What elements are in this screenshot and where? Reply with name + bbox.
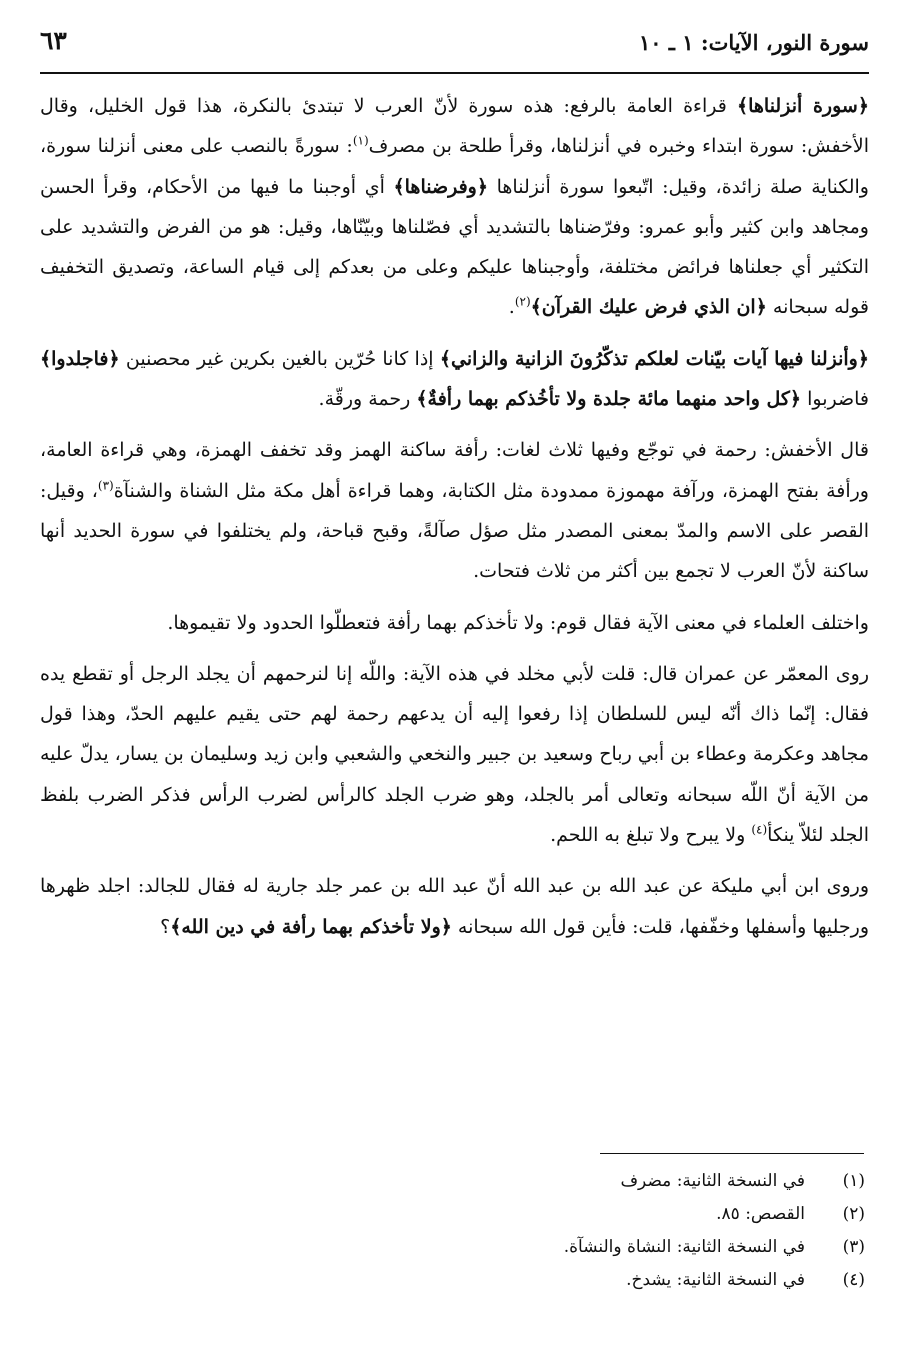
quran-quote: ﴿ان الذي فرض عليك القرآن﴾ [530,296,767,319]
header-title: سورة النور، الآيات: ١ ـ ١٠ [638,30,869,55]
footnote-text: في النسخة الثانية: النشاة والنشآة. [563,1237,805,1257]
footnote-ref: (٤) [751,822,768,837]
footnotes [40,1165,865,1297]
footnote-number: (١) [842,1171,865,1191]
running-header [40,26,869,74]
text-run: فاضربوا [801,388,869,411]
quran-quote: ﴿ولا تأخذكم بهما رأفة في دين الله﴾ [170,915,452,938]
text-run: ولا يبرح ولا تبلغ به اللحم. [550,824,752,847]
text-run: ، وقيل: القصر على الاسم والمدّ بمعنى المصدر مثل صؤل صآلةً، وقبح قباحة، ولم يختلفوا في سورة الحديد أنها ساكنة لأنّ العرب لا تجمع بين أكثر من ثلاث فتحات. [40,479,869,583]
text-run: : سورةً بالنصب على معنى أنزلنا سورة، والكناية صلة زائدة، وقيل: اتّبعوا سورة أنزلناها [40,135,869,198]
paragraph [40,339,869,420]
paragraph [40,866,869,947]
footnote-number: (٤) [842,1270,865,1290]
footnote-ref: (١) [352,133,369,148]
text-run: قال الأخفش: رحمة في توجّع وفيها ثلاث لغات: رأفة ساكنة الهمز وقد تخفف الهمزة، وهي قراءة العامة، ورأفة بفتح الهمزة، ورآفة مهموزة ممدودة مثل الكتابة، وهما قراءة أهل مكة مثل الشناة والشنآة [40,439,869,502]
text-run: رحمة ورقّة. [318,388,417,411]
quran-quote: ﴿كل واحد منهما مائة جلدة ولا تأخُذكم بهما رأفةٌ﴾ [416,388,802,411]
quran-quote: ﴿وفرضناها﴾ [393,175,488,198]
paragraph [40,603,869,643]
text-run: روى المعمّر عن عمران قال: قلت لأبي مخلد في هذه الآية: واللّه إنا لنرحمهم أن يجلد الرجل أو تقطع يده فقال: إنّما ذاك أنّه ليس للسلطان إذا رفعوا إليه أن يدعهم رحمة لهم حتى يقيم عليهم الحدّ، وهذا قول مجاهد وعكرمة وعطاء بن أبي رباح وسعيد بن جبير والنخعي والشعبي وابن زيد وسليمان بن يسار، يدلّ عليه من الآية أنّ اللّه سبحانه وتعالى أمر بالجلد، وهو ضرب الجلد كالرأس لضرب الرأس فذكر الضرب بلفظ الجلد لئلاّ ينكأ [39,662,869,847]
paragraph [40,430,869,591]
main-text [40,86,869,958]
quran-quote: ﴿وأنزلنا فيها آيات بيّنات لعلكم تذكّرُونَ الزانية والزاني﴾ [439,347,869,370]
footnote [40,1198,865,1231]
footnote-separator [600,1153,864,1154]
text-run: قراءة العامة بالرفع: هذه سورة لأنّ العرب لا تبتدئ بالنكرة، هذا قول الخليل، وقال الأخفش: سورة ابتداء وخبره في أنزلناها، وقرأ طلحة بن مصرف [40,95,869,158]
footnote [40,1165,865,1198]
footnote-number: (٢) [842,1204,865,1224]
footnote-text: في النسخة الثانية: مضرف [620,1171,805,1191]
text-run: ؟ [160,915,171,938]
text-run: واختلف العلماء في معنى الآية فقال قوم: ولا تأخذكم بهما رأفة فتعطلّوا الحدود ولا تقيموها. [167,611,869,634]
paragraph [40,86,869,328]
paragraph [40,654,869,855]
footnote [40,1264,865,1297]
text-run: . [508,296,515,319]
quran-quote: ﴿سورة أنزلناها﴾ [736,95,869,117]
quran-quote: ﴿فاجلدوا﴾ [40,347,120,370]
footnote-text: القصص: ٨٥. [716,1204,805,1224]
footnote-number: (٣) [842,1237,865,1257]
page-number: ٦٣ [40,26,67,55]
footnote-ref: (٣) [97,478,114,493]
footnote-ref: (٢) [514,295,531,310]
footnote-text: في النسخة الثانية: يشدخ. [626,1270,805,1290]
footnote [40,1231,865,1264]
text-run: أي أوجبنا ما فيها من الأحكام، وقرأ الحسن ومجاهد وابن كثير وأبو عمرو: وفرّضناها بالتشديد أي فصّلناها وبيّنّاها، وقيل: هو من الفرض والتشديد على التكثير أي جعلناها فرائض مختلفة، وأوجبناها عليكم وعلى من بعدكم إلى قيام الساعة، وتصديق التخفيف قوله سبحانه [40,175,869,319]
text-run: وروى ابن أبي مليكة عن عبد الله بن عبد الله أنّ عبد الله بن عمر جلد جارية له فقال للجالد: اجلد ظهرها ورجليها وأسفلها وخفّفها، قلت: فأين قول الله سبحانه [40,875,869,938]
text-run: إذا كانا حُرّين بالغين بكرين غير محصنين [119,347,440,370]
